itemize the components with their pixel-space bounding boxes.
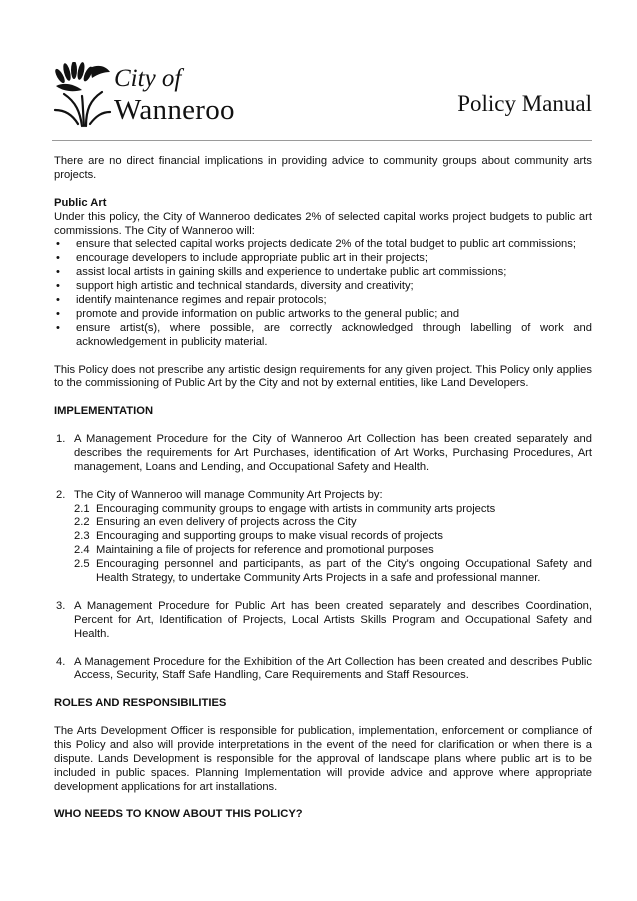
list-item: • identify maintenance regimes and repair protocols;	[56, 294, 327, 307]
bullet-icon: •	[56, 238, 60, 251]
list-item: • ensure that selected capital works projects dedicate 2% of the total budget to public art commissions;	[56, 238, 576, 251]
intro-paragraph: There are no direct financial implications in providing advice to community groups about community arts projects.	[54, 155, 592, 181]
sub-item: 2.1 Encouraging community groups to engage with artists in community arts projects	[74, 502, 496, 515]
list-item: • assist local artists in gaining skills and experience to undertake public art commissions;	[56, 266, 507, 279]
sub-item: 2.4 Maintaining a file of projects for reference and promotional purposes	[74, 544, 434, 557]
public-art-closing: This Policy does not prescribe any artistic design requirements for any given project. This Policy only applies to the commissioning of Public Art by the City and not by external entities, like Land Developers.	[54, 363, 592, 390]
implementation-item-2: 2. The City of Wanneroo will manage Community Art Projects by: 2.1 Encouraging community groups to engage with artists in community arts projects 2.2 Ensuring an even delivery of projects across the City 2.3 Encouraging and supporting groups to make visual records of projects 2.4 Maintaining a file of projects for reference and promotional purposes 2.5 Encouraging personnel and participants, as part of the City's ongoing Occupational Safety and Health Strategy, to undertake Community Arts Projects in a safe and professional manner.	[56, 488, 592, 585]
manual-title: Policy Manual	[457, 91, 592, 116]
policy-body	[54, 155, 592, 822]
org-name-line1: City of	[114, 65, 182, 92]
sub-item: 2.2 Ensuring an even delivery of projects across the City	[74, 516, 357, 529]
list-item: • ensure artist(s), where possible, are correctly acknowledged through labelling of work and acknowledgement in publicity material.	[56, 321, 592, 348]
bullet-icon: •	[56, 321, 60, 334]
roles-heading: ROLES AND RESPONSIBILITIES	[54, 697, 227, 710]
list-item: • support high artistic and technical standards, diversity and creativity;	[56, 280, 414, 293]
bullet-icon: •	[56, 280, 60, 293]
header-divider	[52, 140, 592, 141]
sub-item: 2.3 Encouraging and supporting groups to make visual records of projects	[74, 530, 444, 543]
roles-paragraph: The Arts Development Officer is responsible for publication, implementation, enforcement or compliance of this Policy and also will provide interpretations in the event of the need for clarification or when there is a dispute. Lands Development is responsible for the approval of landscape plans where public art is to be included in public spaces. Planning Implementation will provide advice and approve where appropriate development applications for art installations.	[54, 725, 592, 793]
who-needs-to-know-heading: WHO NEEDS TO KNOW ABOUT THIS POLICY?	[54, 808, 303, 821]
item-number: 3.	[56, 599, 66, 612]
community-art-sublist	[74, 503, 592, 586]
implementation-item-4: 4. A Management Procedure for the Exhibition of the Art Collection has been created and describes Public Access, Security, Staff Safe Handling, Care Requirements and Staff Resources.	[56, 655, 592, 682]
implementation-heading: IMPLEMENTATION	[54, 405, 154, 418]
bullet-icon: •	[56, 266, 60, 279]
public-art-lead: Under this policy, the City of Wanneroo dedicates 2% of selected capital works project budgets to public art commissions. The City of Wanneroo will:	[54, 210, 592, 237]
implementation-list	[54, 433, 592, 683]
item-number: 4.	[56, 655, 66, 668]
page-header	[52, 62, 592, 134]
bullet-icon: •	[56, 307, 60, 320]
implementation-item-1: 1. A Management Procedure for the City of Wanneroo Art Collection has been created separately and describes the requirements for Art Purchases, identification of Art Works, Purchasing Procedures, Art management, Loans and Lending, and Occupational Safety and Health.	[56, 433, 592, 473]
public-art-list	[54, 238, 592, 349]
list-item: • promote and provide information on public artworks to the general public; and	[56, 307, 460, 320]
implementation-item-3: 3. A Management Procedure for Public Art has been created separately and describes Coordination, Percent for Art, Identification of Projects, Local Artists Skills Program and Occupational Safety and Health.	[56, 599, 592, 640]
bullet-icon: •	[56, 294, 60, 307]
sub-item: 2.5 Encouraging personnel and participants, as part of the City's ongoing Occupational Safety and Health Strategy, to undertake Community Arts Projects in a safe and professional manner.	[74, 558, 592, 585]
public-art-heading: Public Art	[54, 196, 107, 209]
item-number: 1.	[56, 433, 66, 446]
list-item: • encourage developers to include appropriate public art in their projects;	[56, 252, 428, 265]
wanneroo-flower-logo-icon	[52, 62, 112, 128]
item-number: 2.	[56, 488, 66, 501]
org-name-line2: Wanneroo	[114, 94, 235, 126]
bullet-icon: •	[56, 252, 60, 265]
